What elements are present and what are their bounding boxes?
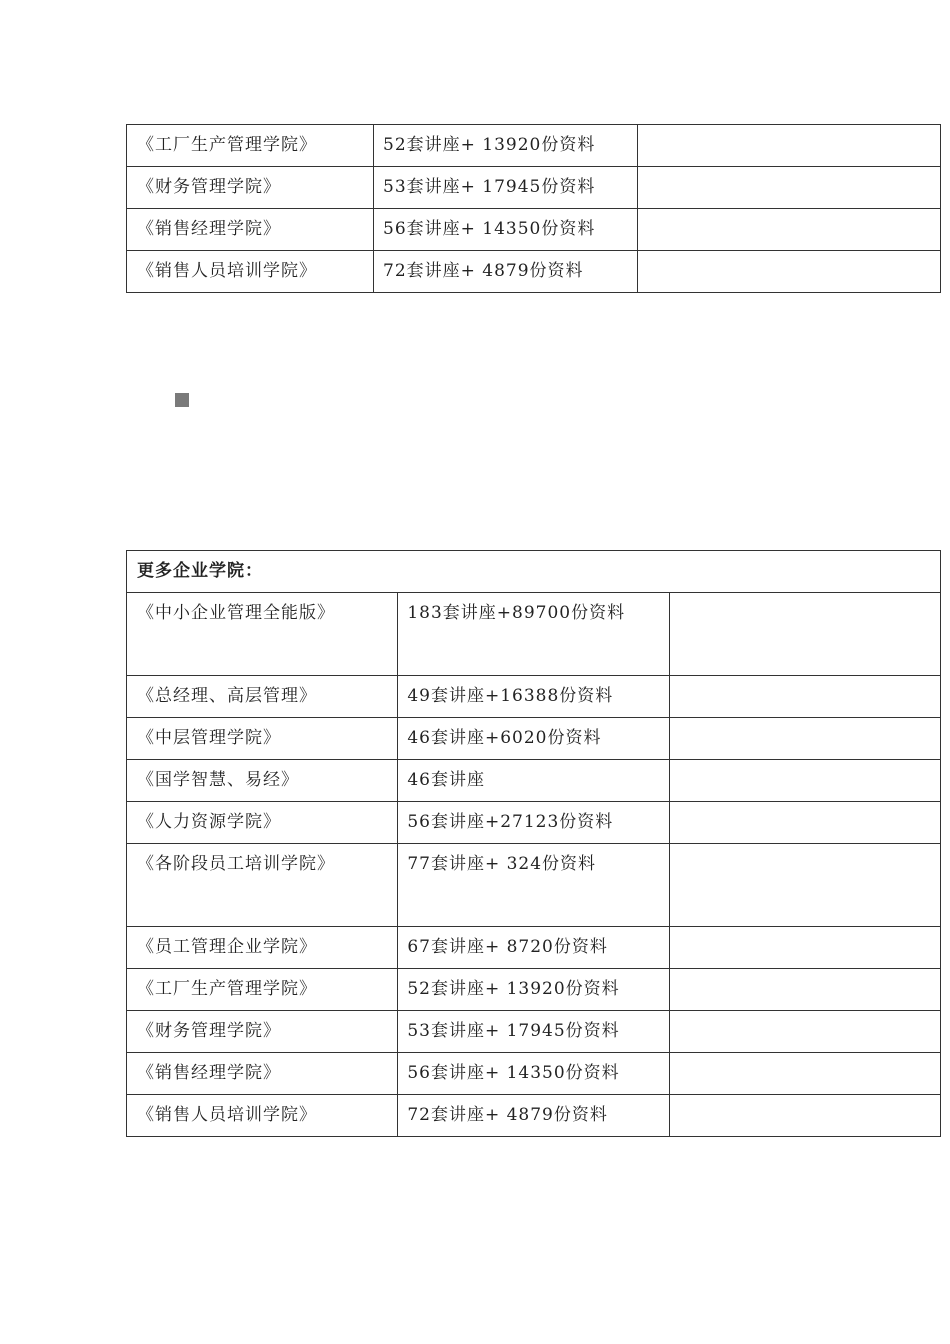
course-name-cell: 《财务管理学院》 [127,1011,398,1053]
course-detail-cell: 67套讲座+ 8720份资料 [398,927,669,969]
course-name-cell: 《销售人员培训学院》 [127,251,374,293]
course-detail-cell: 183套讲座+89700份资料 [398,593,669,676]
course-name-cell: 《中层管理学院》 [127,718,398,760]
course-name-cell: 《工厂生产管理学院》 [127,969,398,1011]
course-detail-cell: 77套讲座+ 324份资料 [398,844,669,927]
course-table-more [126,550,941,1137]
table-row [127,1053,941,1095]
table-row [127,802,941,844]
course-note-cell [669,1095,940,1137]
course-name-cell: 《销售人员培训学院》 [127,1095,398,1137]
course-note-cell [638,125,941,167]
course-name-cell: 《人力资源学院》 [127,802,398,844]
table-row [127,593,941,676]
table-row [127,969,941,1011]
course-note-cell [669,1053,940,1095]
course-name-cell: 《财务管理学院》 [127,167,374,209]
table-row [127,844,941,927]
course-note-cell [638,167,941,209]
course-detail-cell: 49套讲座+16388份资料 [398,676,669,718]
table-row [127,927,941,969]
course-detail-cell: 52套讲座+ 13920份资料 [398,969,669,1011]
course-name-cell: 《各阶段员工培训学院》 [127,844,398,927]
table-row [127,209,941,251]
table-row [127,760,941,802]
course-note-cell [669,718,940,760]
course-detail-cell: 46套讲座+6020份资料 [398,718,669,760]
table-row [127,167,941,209]
course-name-cell: 《销售经理学院》 [127,1053,398,1095]
course-note-cell [669,676,940,718]
course-name-cell: 《总经理、高层管理》 [127,676,398,718]
course-detail-cell: 53套讲座+ 17945份资料 [374,167,638,209]
course-detail-cell: 56套讲座+27123份资料 [398,802,669,844]
course-note-cell [638,251,941,293]
table-row [127,251,941,293]
course-name-cell: 《中小企业管理全能版》 [127,593,398,676]
course-name-cell: 《国学智慧、易经》 [127,760,398,802]
course-note-cell [669,593,940,676]
course-name-cell: 《员工管理企业学院》 [127,927,398,969]
course-detail-cell: 56套讲座+ 14350份资料 [374,209,638,251]
course-detail-cell: 46套讲座 [398,760,669,802]
table-row [127,1095,941,1137]
course-note-cell [669,969,940,1011]
course-name-cell: 《销售经理学院》 [127,209,374,251]
table-header: 更多企业学院： [127,551,941,593]
course-detail-cell: 52套讲座+ 13920份资料 [374,125,638,167]
table-row [127,676,941,718]
table-row [127,718,941,760]
course-note-cell [669,844,940,927]
bullet-square-icon [175,393,189,407]
table-header-row [127,551,941,593]
table-row [127,125,941,167]
course-note-cell [669,927,940,969]
table-row [127,1011,941,1053]
course-detail-cell: 56套讲座+ 14350份资料 [398,1053,669,1095]
course-note-cell [638,209,941,251]
course-detail-cell: 72套讲座+ 4879份资料 [398,1095,669,1137]
course-note-cell [669,1011,940,1053]
course-note-cell [669,802,940,844]
course-detail-cell: 53套讲座+ 17945份资料 [398,1011,669,1053]
course-note-cell [669,760,940,802]
course-detail-cell: 72套讲座+ 4879份资料 [374,251,638,293]
course-name-cell: 《工厂生产管理学院》 [127,125,374,167]
course-table-top [126,124,941,293]
